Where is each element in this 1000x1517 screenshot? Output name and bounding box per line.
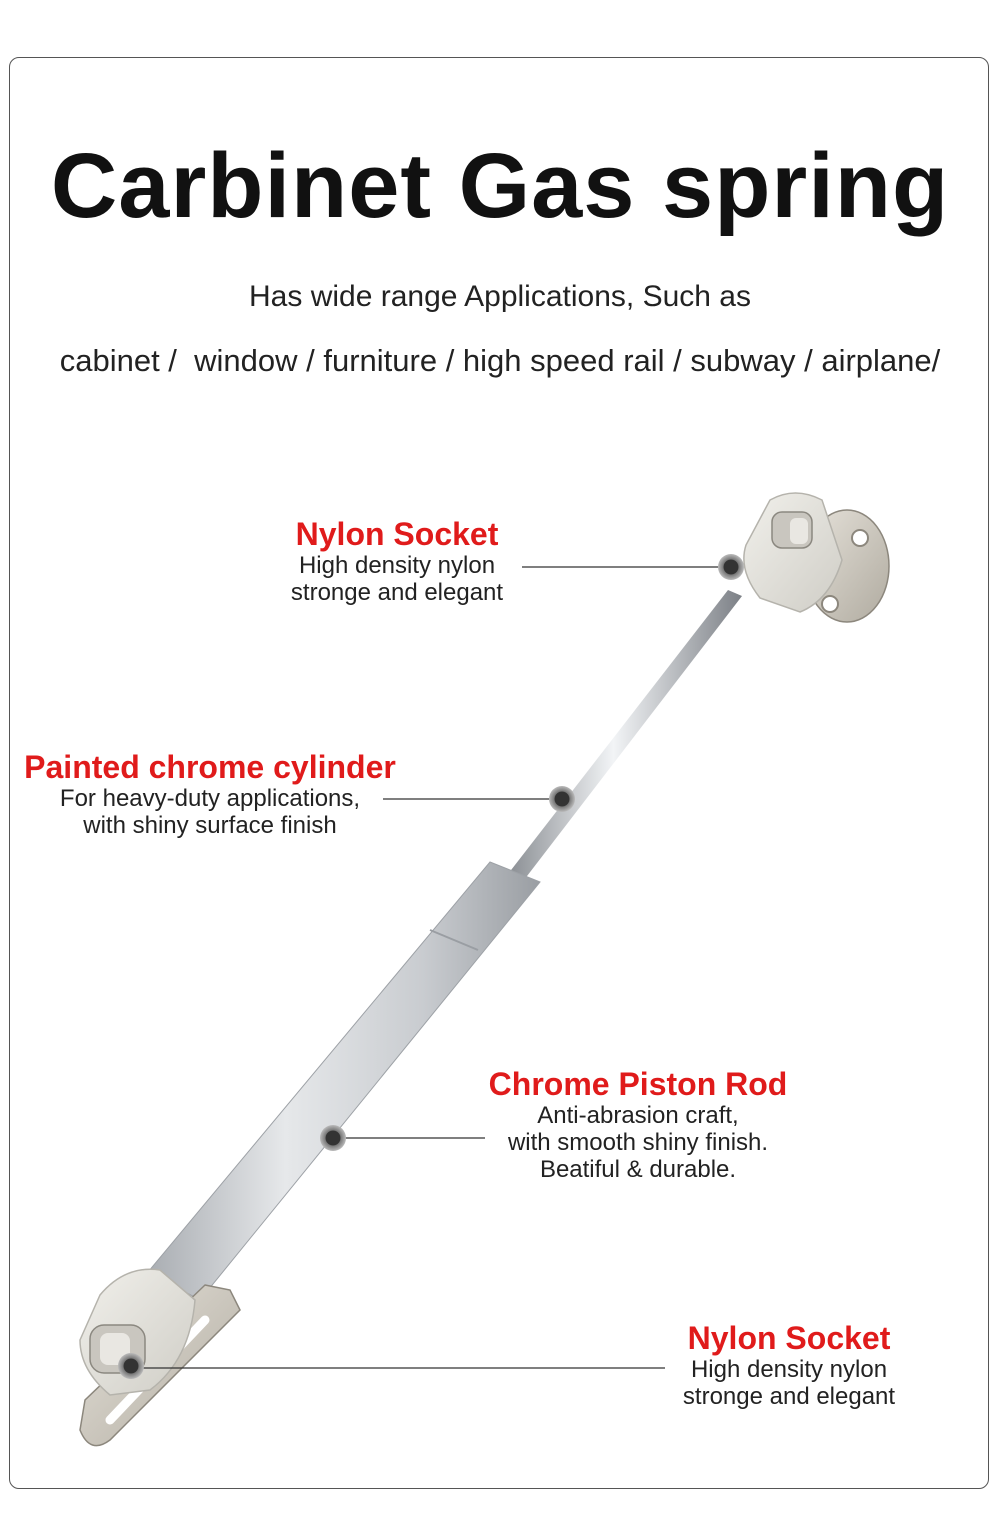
marker-dot-top-socket — [718, 554, 744, 580]
page-subtitle: Has wide range Applications, Such as — [249, 280, 751, 313]
applications-list: cabinet / window / furniture / high speed rail / subway / airplane/ — [59, 343, 941, 378]
callout-line: Anti-abrasion craft, — [537, 1101, 739, 1129]
callout-line: with shiny surface finish — [83, 811, 337, 839]
callout-line: stronge and elegant — [682, 1382, 896, 1410]
callout-nylon-socket-bottom — [664, 1322, 914, 1410]
callout-nylon-socket-top — [270, 518, 524, 606]
callout-heading: Chrome Piston Rod — [488, 1066, 788, 1102]
callout-line: High density nylon — [690, 1355, 888, 1383]
callout-heading: Nylon Socket — [295, 516, 499, 552]
marker-dot-bottom-socket — [118, 1353, 144, 1379]
callout-painted-cylinder — [10, 751, 410, 839]
callout-piston-rod — [478, 1068, 798, 1183]
marker-dot-cylinder — [549, 786, 575, 812]
callout-heading: Nylon Socket — [687, 1320, 891, 1356]
page-title: Carbinet Gas spring — [50, 135, 950, 237]
callout-line: Beatiful & durable. — [539, 1155, 737, 1183]
callout-line: For heavy-duty applications, — [59, 784, 361, 812]
marker-dot-piston-rod — [320, 1125, 346, 1151]
piston-rod — [508, 590, 742, 880]
callout-line: with smooth shiny finish. — [507, 1128, 769, 1156]
callout-line: stronge and elegant — [290, 578, 504, 606]
callout-line: High density nylon — [298, 551, 496, 579]
callout-heading: Painted chrome cylinder — [24, 749, 396, 785]
